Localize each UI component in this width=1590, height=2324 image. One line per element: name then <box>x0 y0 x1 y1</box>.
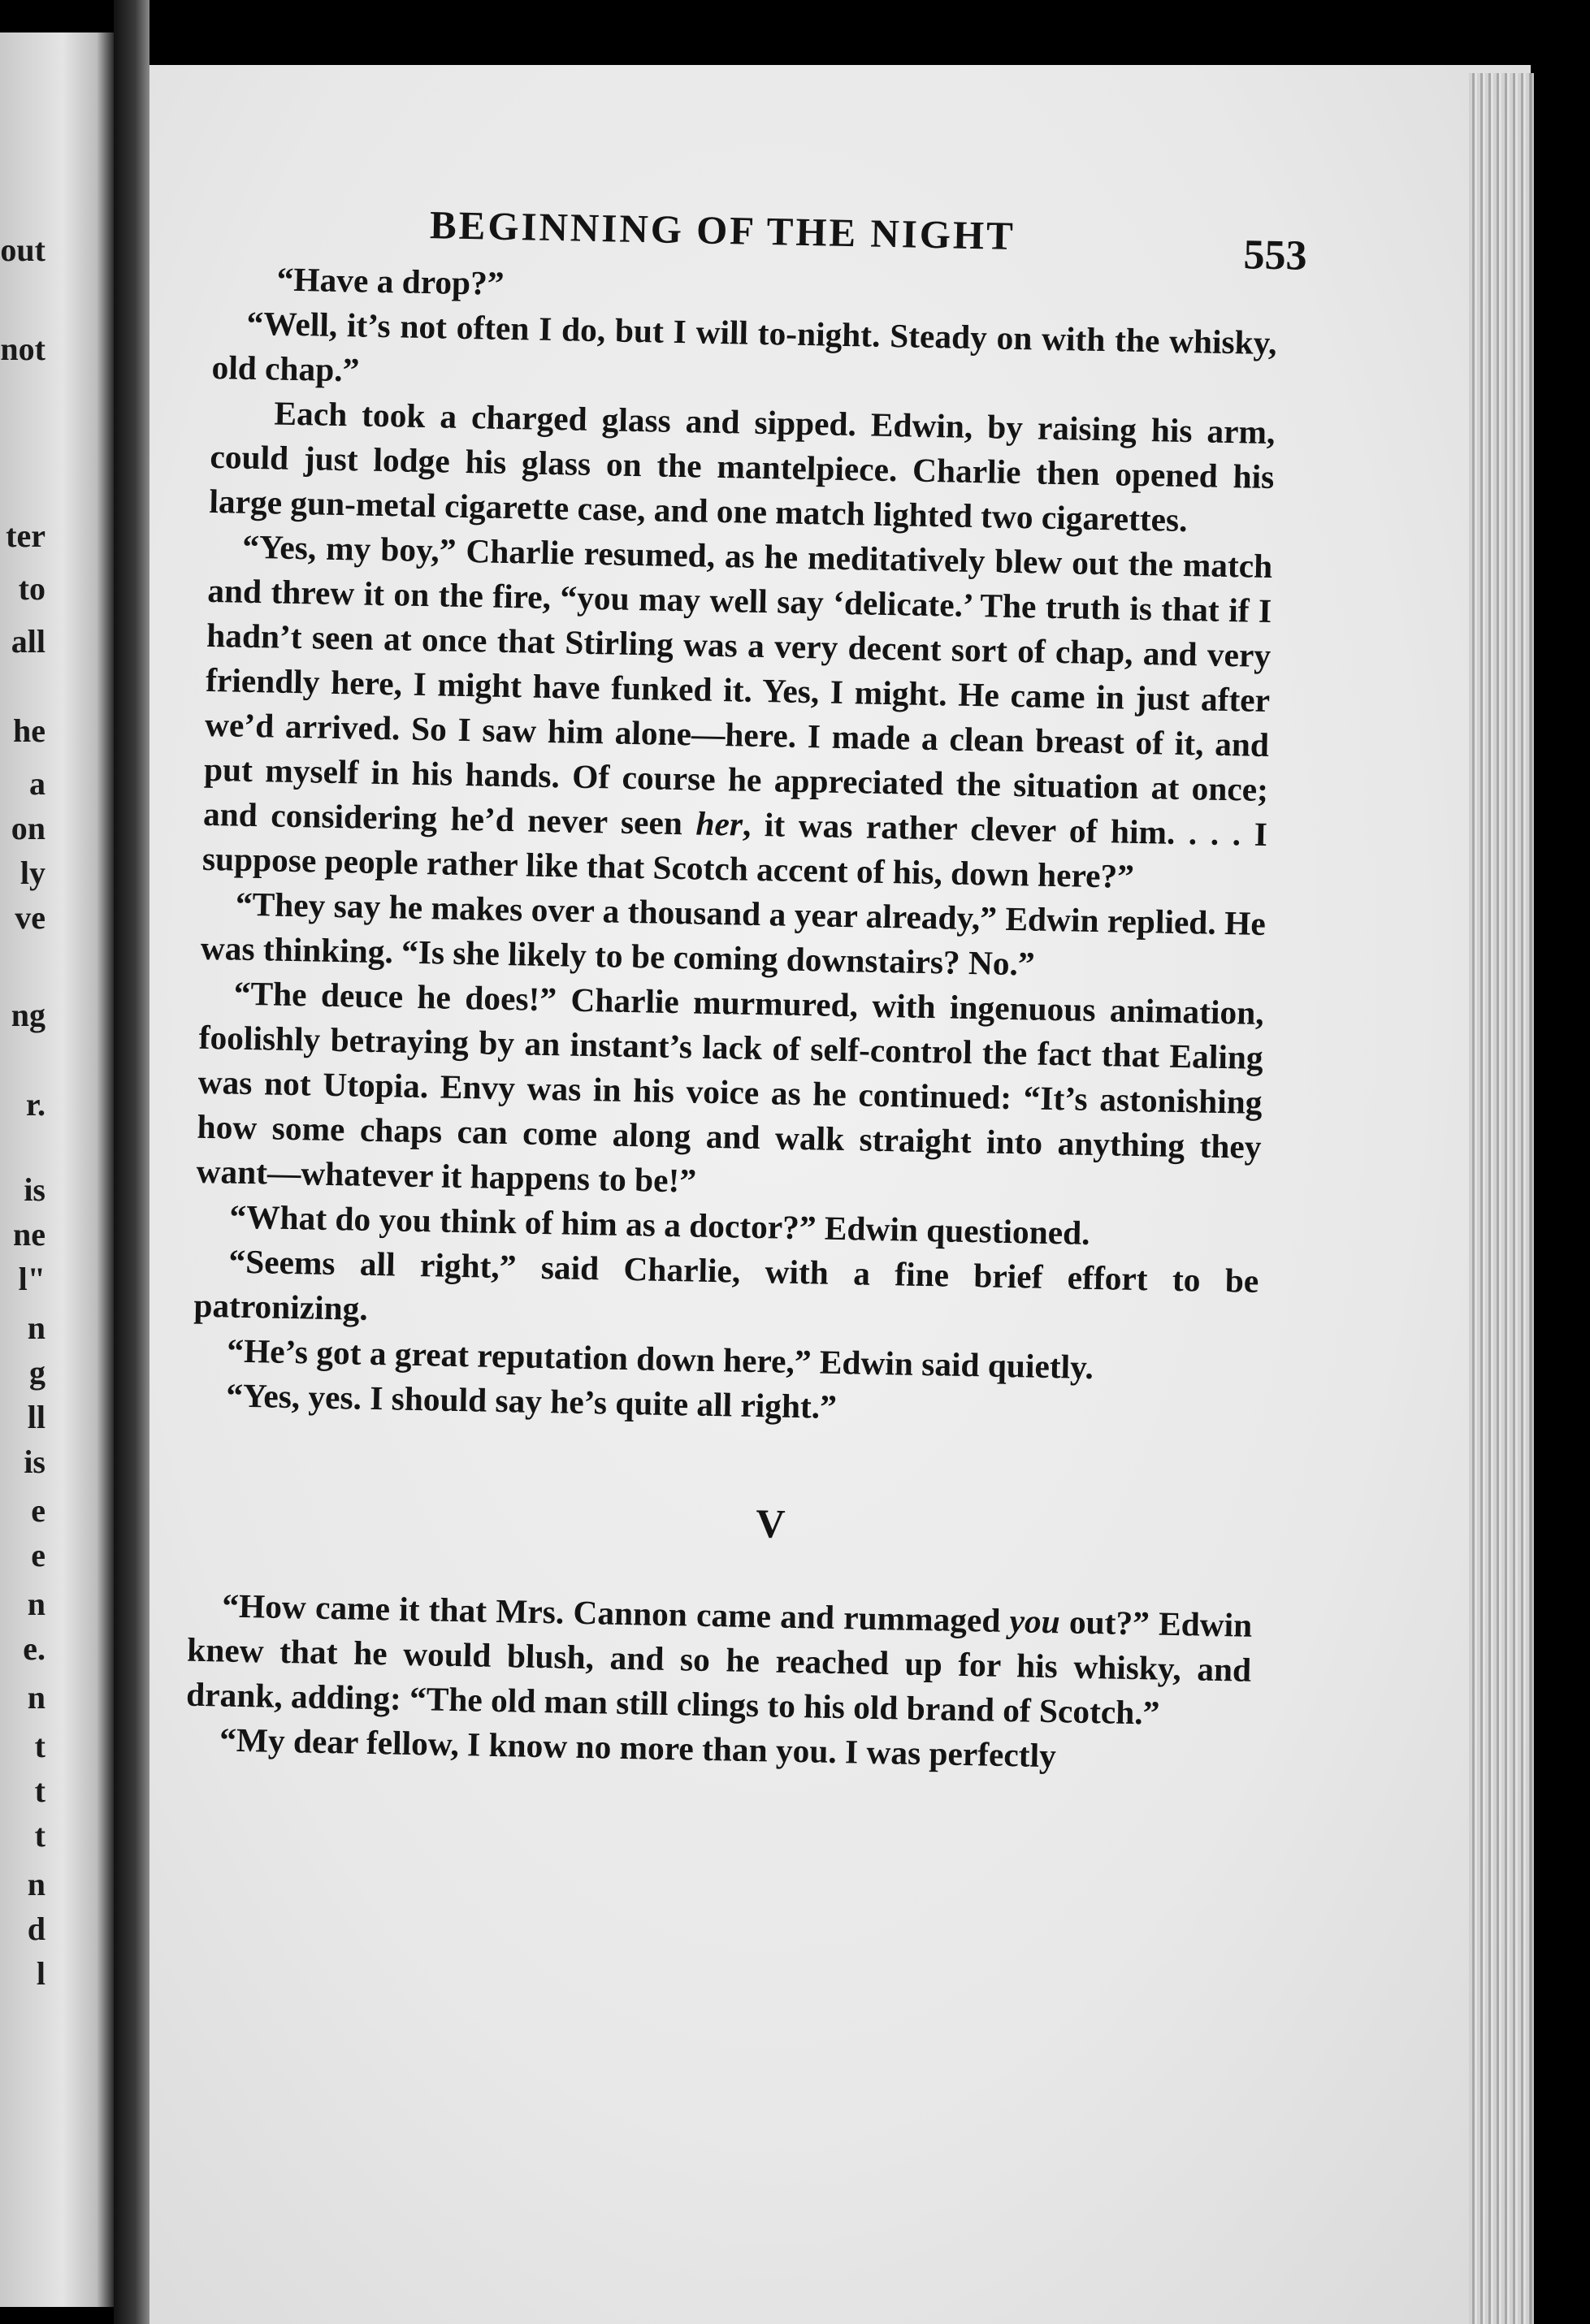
paragraph-text: , it was rather clever of him. . . . I suppose people rather like that Scotch accent of his, down here?” <box>201 805 1268 895</box>
left-page-fragment: ve <box>15 899 45 936</box>
left-page-fragment: n <box>27 1309 45 1346</box>
left-facing-page <box>0 32 114 2307</box>
paragraph: “Have a drop?” <box>276 260 505 302</box>
left-page-fragment: g <box>29 1354 45 1391</box>
left-page-fragment: a <box>29 765 45 802</box>
left-page-fragment: ng <box>11 997 45 1033</box>
left-page-fragment: ter <box>6 517 45 554</box>
left-page-fragment: ly <box>19 855 45 891</box>
left-page-fragment: to <box>18 570 45 607</box>
left-page-fragment: l <box>36 1955 45 1992</box>
paragraph: “They say he makes over a thousand a year already,” Edwin replied. He was thinking. “Is she likely to be coming downstairs? No.” <box>200 885 1267 983</box>
page-edges <box>1469 73 1534 2324</box>
left-page-fragment: on <box>11 810 45 846</box>
paragraph: “Seems all right,” said Charlie, with a fine brief effort to be patronizing. <box>193 1242 1259 1327</box>
paragraph: “He’s got a great reputation down here,” Edwin said quietly. <box>226 1331 1094 1387</box>
page-text-block <box>185 183 1308 1782</box>
paragraph <box>186 1583 1253 1738</box>
paragraph: “What do you think of him as a doctor?” Edwin questioned. <box>229 1197 1090 1252</box>
paragraph-text: “How came it that Mrs. Cannon came and rummaged <box>221 1586 1011 1640</box>
left-page-fragment: e <box>31 1537 45 1573</box>
left-page-fragment: t <box>34 1817 45 1854</box>
left-page-fragment: is <box>24 1171 45 1208</box>
left-page-fragment: n <box>27 1586 45 1622</box>
paragraph-text: out?” Edwin knew that he would blush, and so he reached up for his whisky, and drank, adding: “The old man still clings to his old brand of Scotch.” <box>185 1603 1253 1732</box>
left-page-fragment: d <box>27 1911 45 1947</box>
left-page-fragment: all <box>11 623 45 660</box>
section-heading <box>189 1489 1254 1556</box>
paragraph: “My dear fellow, I know no more than you. I was perfectly <box>219 1720 1057 1775</box>
paragraph: “Well, it’s not often I do, but I will to-night. Steady on with the whisky, old chap.” <box>211 304 1277 389</box>
emphasis-text: her <box>695 804 743 843</box>
section-number: V <box>755 1500 786 1547</box>
left-page-fragment: n <box>27 1866 45 1902</box>
page-number: 553 <box>1242 232 1308 279</box>
paragraph: “Yes, yes. I should say he’s quite all right.” <box>225 1376 838 1426</box>
left-page-fragment: out <box>0 232 45 268</box>
book-gutter <box>114 0 149 2324</box>
left-page-fragment: l" <box>18 1261 45 1297</box>
left-page-fragment: r. <box>25 1086 45 1123</box>
left-page-fragment: not <box>0 331 45 367</box>
left-page-fragment: t <box>34 1772 45 1809</box>
left-page-text-fragments <box>0 32 114 2307</box>
left-page-fragment: ne <box>13 1216 45 1253</box>
left-page-fragment: e <box>31 1492 45 1529</box>
running-title: BEGINNING OF THE NIGHT <box>429 202 1016 258</box>
emphasis-text: you <box>1009 1602 1061 1641</box>
left-page-fragment: e. <box>23 1630 45 1667</box>
paragraph: “The deuce he does!” Charlie murmured, with ingenuous animation, foolishly betraying by an instant’s lack of self-control the fact that Ealing was not Utopia. Envy was in his voice as he continued: “It’s astonishing how some chaps can come along and walk straight into anything they want—whatever it happens to be!” <box>196 974 1265 1200</box>
paragraph <box>201 524 1272 902</box>
left-page-fragment: t <box>34 1728 45 1764</box>
left-page-fragment: ll <box>27 1399 45 1435</box>
paragraph-text: “Yes, my boy,” Charlie resumed, as he meditatively blew out the match and threw it on the fire, “you may well say ‘delicate.’ The truth is that if I hadn’t seen at once that Stirling was a very decent sort of chap, and very friendly here, I might have funked it. Yes, I might. He came in just after we’d arrived. So I saw him alone—here. I made a clean breast of it, and put myself in his hands. Of course he appreciated the situation at once; and considering he’d never seen <box>202 527 1273 842</box>
paragraph: Each took a charged glass and sipped. Edwin, by raising his arm, could just lodge his glass on the mantelpiece. Charlie then opened his large gun-metal cigarette case, and one match lighted two cigarettes. <box>209 394 1276 539</box>
left-page-fragment: is <box>24 1443 45 1480</box>
left-page-fragment: n <box>27 1679 45 1716</box>
left-page-fragment: he <box>13 712 45 749</box>
